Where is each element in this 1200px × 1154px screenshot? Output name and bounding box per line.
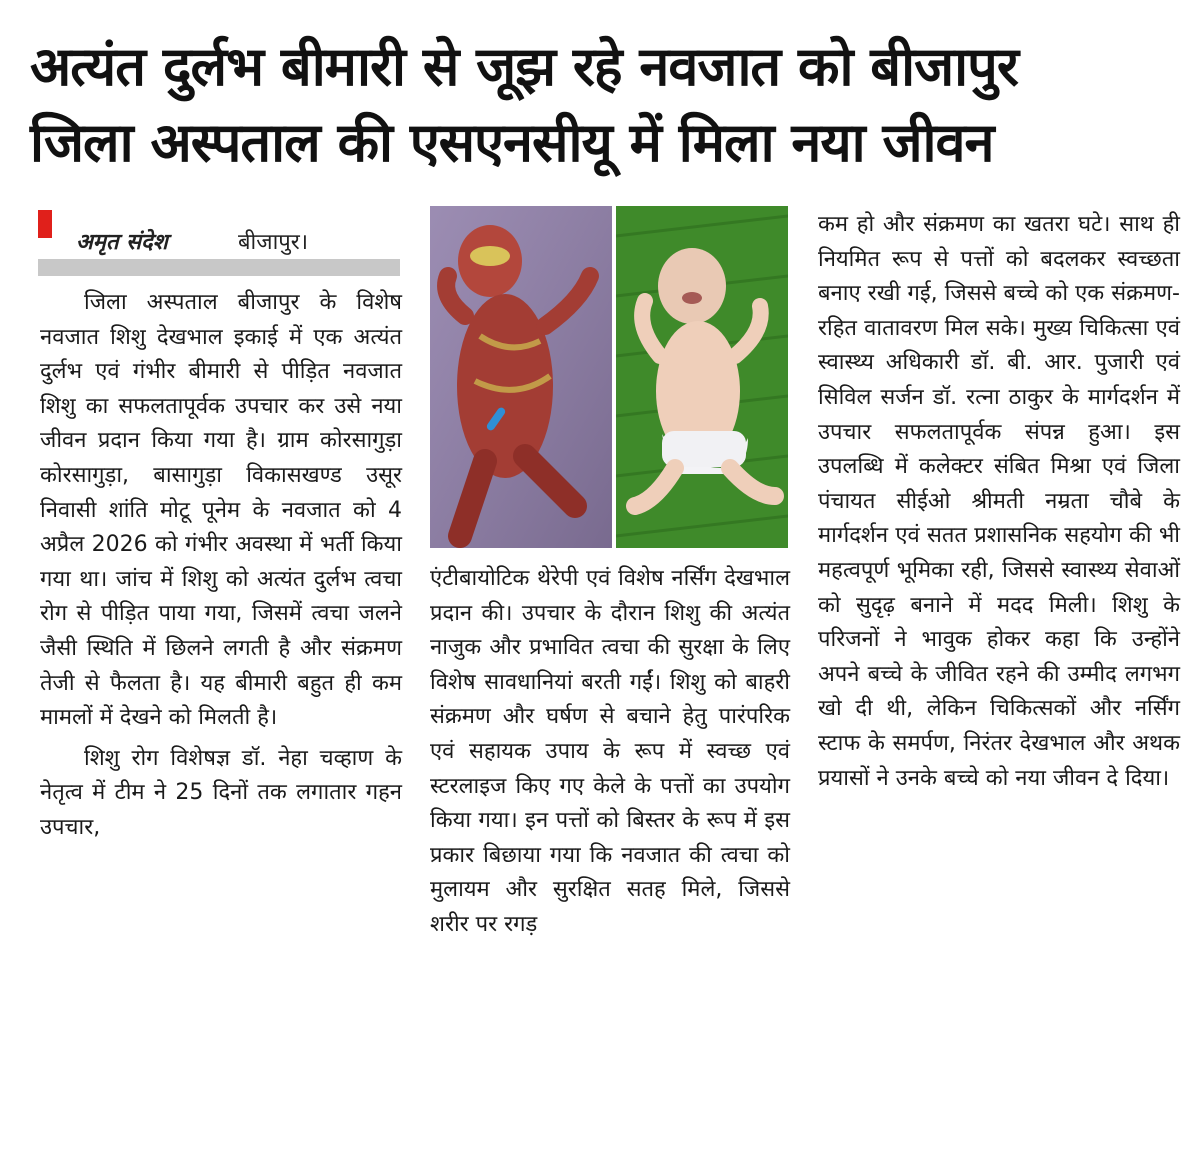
byline-red-marker	[38, 210, 52, 238]
newborn-photos-illustration	[430, 206, 788, 548]
article-paragraph: एंटीबायोटिक थेरेपी एवं विशेष नर्सिंग देखभाल प्रदान की। उपचार के दौरान शिशु की अत्यंत नाजुक और प्रभावित त्वचा की सुरक्षा के लिए विशेष सावधानियां बरती गईं। शिशु को बाहरी संक्रमण और घर्षण से बचाने हेतु पारंपरिक एवं सहायक उपाय के रूप में स्वच्छ एवं स्टरलाइज किए गए केले के पत्तों का उपयोग किया गया। इन पत्तों को बिस्तर के रूप में इस प्रकार बिछाया गया कि नवजात की त्वचा को मुलायम और सुरक्षित सतह मिले, जिससे शरीर पर रगड़	[430, 566, 790, 937]
byline	[38, 210, 400, 276]
newspaper-logo: अमृत संदेश	[76, 229, 168, 255]
article-paragraph: शिशु रोग विशेषज्ञ डॉ. नेहा चव्हाण के नेतृत्व में टीम ने 25 दिनों तक लगातार गहन उपचार,	[40, 745, 402, 840]
article-paragraph: कम हो और संक्रमण का खतरा घटे। साथ ही नियमित रूप से पत्तों को बदलकर स्वच्छता बनाए रखी गई, जिससे बच्चे को एक संक्रमण-रहित वातावरण मिल सके। मुख्य चिकित्सा एवं स्वास्थ्य अधिकारी डॉ. बी. आर. पुजारी एवं सिविल सर्जन डॉ. रत्ना ठाकुर के मार्गदर्शन में उपचार सफलतापूर्वक संपन्न हुआ। इस उपलब्धि में कलेक्टर संबित मिश्रा एवं जिला पंचायत सीईओ श्रीमती नम्रता चौबे के मार्गदर्शन एवं सतत प्रशासनिक सहयोग की भी महत्वपूर्ण भूमिका रही, जिससे स्वास्थ्य सेवाओं को सुदृढ़ बनाने में मदद मिली। शिशु के परिजनों ने भावुक होकर कहा कि उन्होंने अपने बच्चे के जीवित रहने की उम्मीद लगभग खो दी थी, लेकिन चिकित्सकों और नर्सिंग स्टाफ के समर्पण, निरंतर देखभाल और अथक प्रयासों ने उनके बच्चे को नया जीवन दे दिया।	[818, 212, 1180, 791]
article-column-right	[818, 208, 1180, 796]
article-column-left	[40, 286, 402, 846]
photo-after-treatment	[616, 206, 788, 548]
newborn-photo-pair	[430, 206, 788, 548]
photo-before-treatment	[430, 206, 612, 548]
headline-line-2: जिला अस्पताल की एसएनसीयू में मिला नया जीवन	[30, 111, 994, 174]
headline-line-1: अत्यंत दुर्लभ बीमारी से जूझ रहे नवजात को बीजापुर	[30, 35, 1018, 98]
article-column-middle	[430, 562, 790, 943]
dateline-place: बीजापुर।	[238, 230, 309, 255]
article-paragraph: जिला अस्पताल बीजापुर के विशेष नवजात शिशु देखभाल इकाई में एक अत्यंत दुर्लभ एवं गंभीर बीमारी से पीड़ित नवजात शिशु का सफलतापूर्वक उपचार कर उसे नया जीवन प्रदान किया गया है। ग्राम कोरसागुड़ा कोरसागुड़ा, बासागुड़ा विकासखण्ड उसूर निवासी शांति मोटू पूनेम के नवजात को 4 अप्रैल 2026 को गंभीर अवस्था में भर्ती किया गया था। जांच में शिशु को अत्यंत दुर्लभ त्वचा रोग से पीड़ित पाया गया, जिसमें त्वचा जलने जैसी स्थिति में छिलने लगती है और संक्रमण तेजी से फैलता है। यह बीमारी बहुत ही कम मामलों में देखने को मिलती है।	[40, 290, 402, 731]
